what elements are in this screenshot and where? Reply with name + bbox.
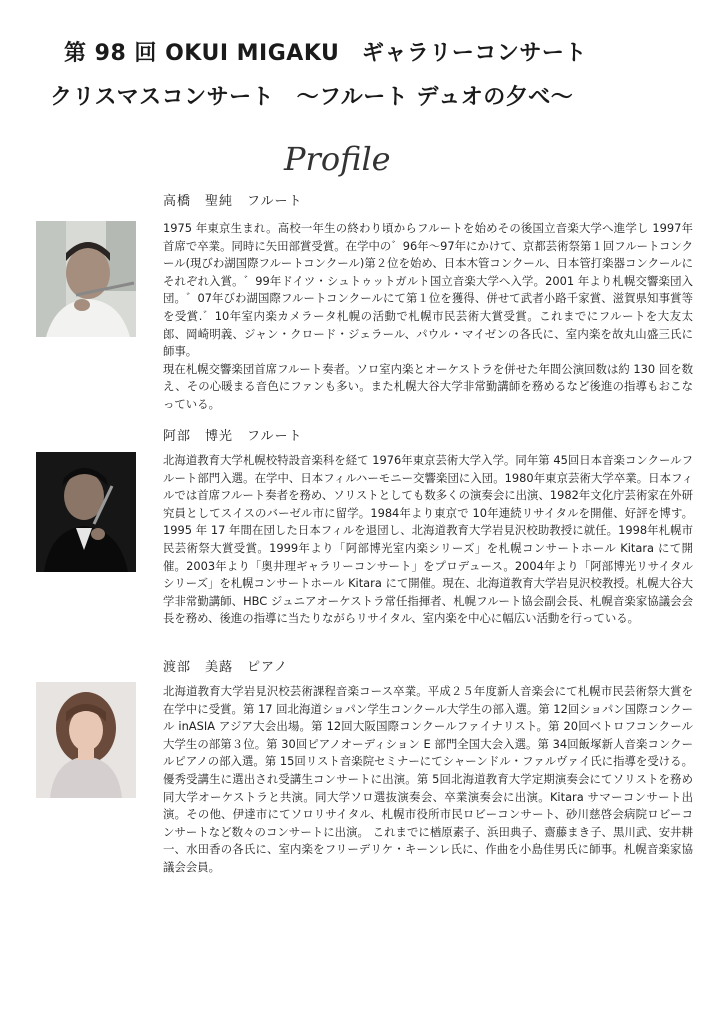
performer-2-bio: 北海道教育大学札幌校特設音楽科を経て 1976年東京芸術大学入学。同年第 45回日本音楽コンクールフルート部門入選。在学中、日本フィルハーモニー交響楽団に入団。1980年東京芸術大学卒業。日本フィルでは首席フルート奏者を務め、ソリストとしても数多くの演奏会に出演、1982年文化庁芸術家在外研究員としてスイスのバーゼル市に留学。1984年より東京で 10年連続リサイタルを開催、好評を博す。1995 年 17 年間在団した日本フィルを退団し、北海道教育大学岩見沢校助教授に就任。1998年札幌市民芸術祭大賞受賞。1999年より「阿部博光室内楽シリーズ」を札幌コンサートホール Kitara にて開催。2003年より「奥井理ギャラリーコンサート」をプロデュース。2004年より「阿部博光リサイタルシリーズ」を札幌コンサートホール Kitara にて開催。現在、北海道教育大学岩見沢校教授。札幌大谷大学非常勤講師、HBC ジュニアオーケストラ常任指揮者、札幌フルート協会副会長、札幌音楽家協議会会長を務め、後進の指導に当たりながらリサイタル、室内楽を中心に幅広い活動を行っている。 [163,453,693,626]
performer-2-photo [36,452,136,572]
concert-title: 第 98 回 OKUI MIGAKU ギャラリーコンサート [64,41,587,66]
performer-1-bio: 1975 年東京生まれ。高校一年生の終わり頃からフルートを始めその後国立音楽大学へ進学し 1997年首席で卒業。同時に矢田部賞受賞。在学中の゛96年～97年にかけて、京都芸術祭第１回フルートコンクール(現びわ湖国際フルートコンクール)第２位を始め、日本木管コンクール、日本管打楽器コンクールにそれぞれ入賞。゛99年ドイツ・シュトゥットガルト国立音楽大学へ入学。2001 年より札幌交響楽団入団。゛07年びわ湖国際フルートコンクールにて第１位を獲得、併せて武者小路千家賞、滋賀県知事賞等を受賞.゛10年室内楽カメラータ札幌の活動で札幌市民芸術大賞受賞。これまでにフルートを大友太郎、岡崎明義、ジャン・クロード・ジェラール、パウル・マイゼンの各氏に、室内楽を故丸山盛三氏に師事。 現在札幌交響楽団首席フルート奏者。ソロ室内楽とオーケストラを併せた年間公演回数は約 130 回を数え、その心暖まる音色にファンも多い。また札幌大谷大学非常勤講師を務めるなど後進の指導もおこなっている。 [163,221,693,411]
performer-3-name: 渡部 美蕗 ピアノ [163,660,288,675]
performer-3-photo [36,682,136,798]
performer-1-name: 高橋 聖純 フルート [163,194,303,209]
concert-subtitle: クリスマスコンサート ～フルート デュオの夕べ～ [50,85,574,110]
performer-1-photo [36,221,136,337]
performer-2-name: 阿部 博光 フルート [163,429,303,444]
performer-3-bio: 北海道教育大学岩見沢校芸術課程音楽コース卒業。平成２５年度新人音楽会にて札幌市民芸術祭大賞を在学中に受賞。第 17 回北海道ショパン学生コンクール大学生の部入選。第 12回ショパン国際コンクール inASIA アジア大会出場。第 12回大阪国際コンクールファイナリスト。第 20回ベトロフコンクール大学生の部第３位。第 30回ピアノオーディション E 部門全国大会入選。第 34回飯塚新人音楽コンクールピアノの部入選。第 15回リスト音楽院セミナーにてシャーンドル・ファルヴァイ氏に指導を受ける。優秀受講生に選出され受講生コンサートに出演。第 5回北海道教育大学定期演奏会にてソリストを務め同大学オーケストラと共演。同大学ソロ選抜演奏会、卒業演奏会に出演。Kitara サマーコンサート出演。その他、伊達市にてソロリサイタル、札幌市役所市民ロビーコンサート、砂川慈啓会病院ロビーコンサートなど数々のコンサートに出演。 これまでに楢原素子、浜田典子、齋藤まき子、黒川武、安井耕一、水田香の各氏に、室内楽をフリーデリケ・キーンレ氏に、作曲を小島佳男氏に師事。札幌音楽家協議会会員。 [163,684,693,874]
profile-heading: Profile [284,140,391,178]
